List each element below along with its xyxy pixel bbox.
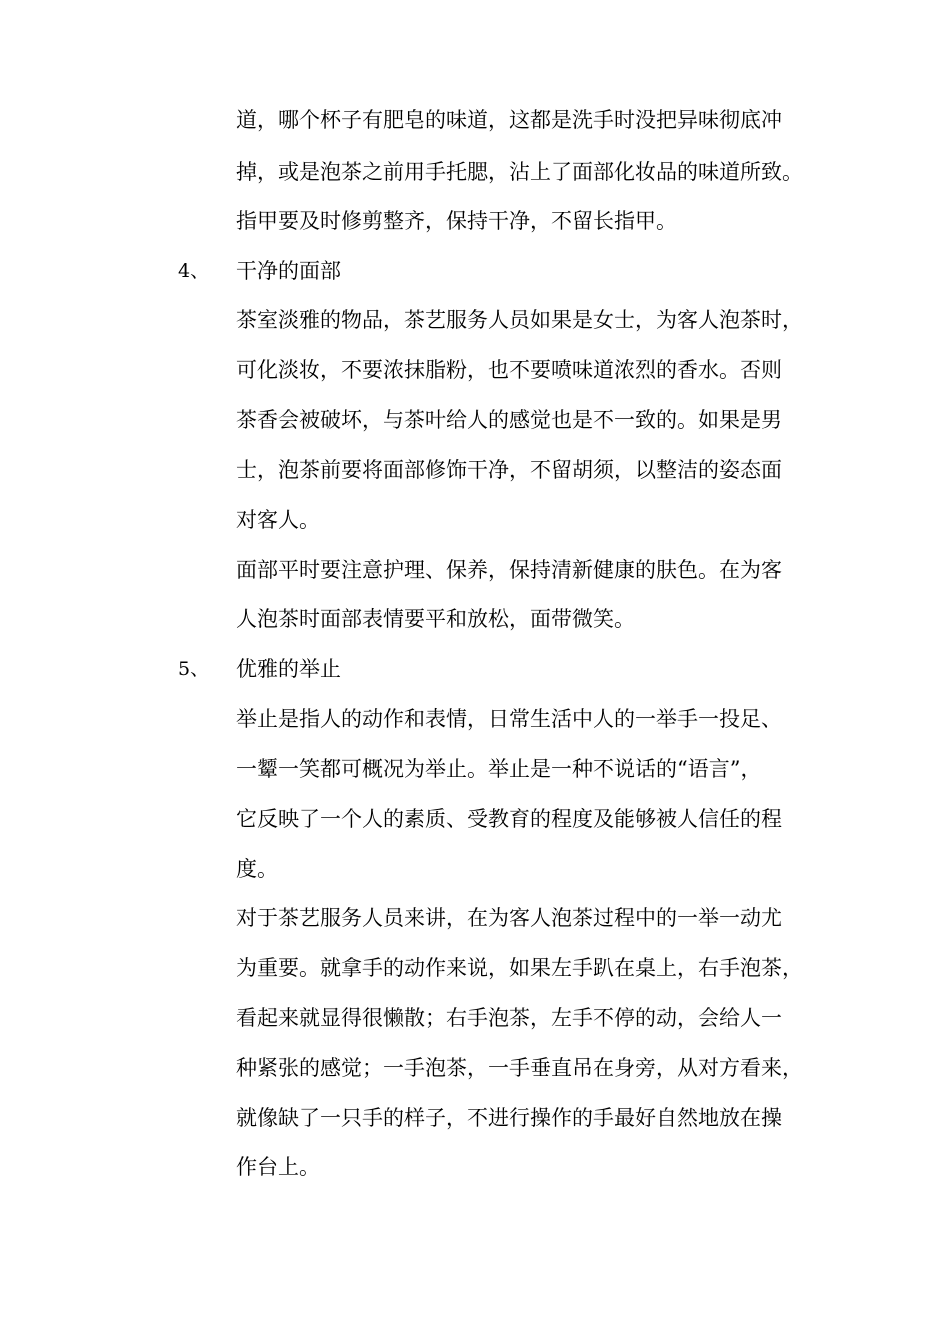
text-line: 面部平时要注意护理、保养，保持清新健康的肤色。在为客 bbox=[236, 558, 782, 582]
text-line: 士，泡茶前要将面部修饰干净，不留胡须，以整洁的姿态面 bbox=[236, 458, 782, 482]
text-line: 可化淡妆，不要浓抹脂粉，也不要喷味道浓烈的香水。否则 bbox=[236, 358, 782, 382]
section-5-heading: 优雅的举止 bbox=[236, 657, 341, 681]
text-line: 作台上。 bbox=[236, 1155, 320, 1179]
text-line: 指甲要及时修剪整齐，保持干净，不留长指甲。 bbox=[236, 209, 677, 233]
text-line: 茶香会被破坏，与茶叶给人的感觉也是不一致的。如果是男 bbox=[236, 408, 782, 432]
text-line: 种紧张的感觉；一手泡茶，一手垂直吊在身旁，从对方看来， bbox=[236, 1056, 803, 1080]
text-line: 看起来就显得很懒散；右手泡茶，左手不停的动，会给人一 bbox=[236, 1006, 782, 1030]
text-line: 道，哪个杯子有肥皂的味道，这都是洗手时没把异味彻底冲 bbox=[236, 108, 782, 132]
text-line: 就像缺了一只手的样子，不进行操作的手最好自然地放在操 bbox=[236, 1106, 782, 1130]
text-line: 度。 bbox=[236, 857, 278, 881]
text-line: 一颦一笑都可概况为举止。举止是一种不说话的“语言”， bbox=[236, 757, 762, 781]
text-line: 人泡茶时面部表情要平和放松，面带微笑。 bbox=[236, 607, 635, 631]
section-4-number: 4、 bbox=[178, 260, 210, 282]
text-line: 对客人。 bbox=[236, 508, 320, 532]
text-line: 掉，或是泡茶之前用手托腮，沾上了面部化妆品的味道所致。 bbox=[236, 160, 803, 184]
text-line: 对于茶艺服务人员来讲，在为客人泡茶过程中的一举一动尤 bbox=[236, 906, 782, 930]
section-5-number: 5、 bbox=[178, 658, 210, 680]
text-line: 茶室淡雅的物品，茶艺服务人员如果是女士，为客人泡茶时， bbox=[236, 308, 803, 332]
text-line: 为重要。就拿手的动作来说，如果左手趴在桌上，右手泡茶， bbox=[236, 956, 803, 980]
text-line: 它反映了一个人的素质、受教育的程度及能够被人信任的程 bbox=[236, 807, 782, 831]
section-4-heading: 干净的面部 bbox=[236, 259, 341, 283]
text-line: 举止是指人的动作和表情，日常生活中人的一举手一投足、 bbox=[236, 707, 782, 731]
